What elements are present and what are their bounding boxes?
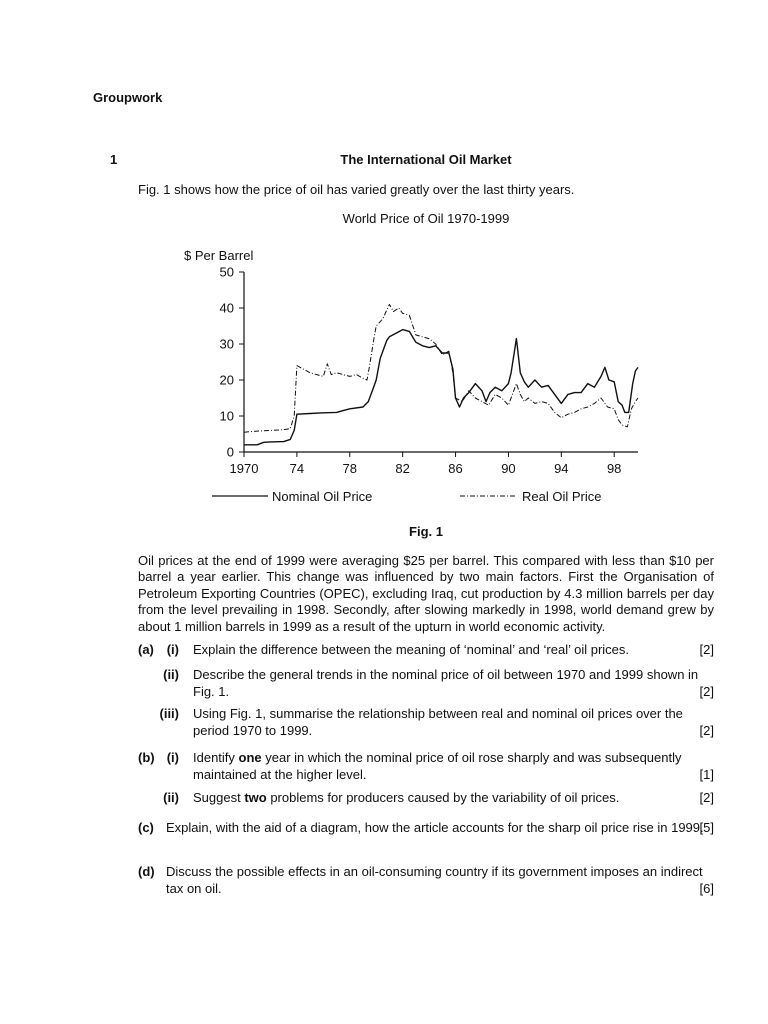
y-tick-label: 40 <box>219 300 234 316</box>
figure-caption: Fig. 1 <box>409 524 443 539</box>
question-part-label: (a) <box>138 642 154 657</box>
question-text-line: period 1970 to 1999. <box>193 722 313 738</box>
y-ticks <box>220 265 244 460</box>
series-lines <box>244 304 638 444</box>
x-tick-label: 94 <box>554 461 569 476</box>
x-tick-label: 86 <box>448 461 463 476</box>
article-paragraph: Oil prices at the end of 1999 were averaging $25 per barrel. This compared with less than $10 per barrel a year earlier. This change was influenced by two main factors. First the Organisation of Petroleum Exporting Countries (OPEC), excluding Iraq, cut production by 4.3 million barrels per day from the level prevailing in 1998. Secondly, after slowing markedly in 1998, world demand grew by about 1 million barrels in 1999 as a result of the upturn in world economic activity. <box>138 553 714 634</box>
question-marks: [1] <box>699 766 714 782</box>
question-marks: [2] <box>699 683 714 699</box>
chart-title: World Price of Oil 1970-1999 <box>342 211 510 226</box>
question-text-line: Fig. 1. <box>193 683 230 699</box>
question-subpart-label: (i) <box>166 642 179 657</box>
question-text-line: Explain, with the aid of a diagram, how the article accounts for the sharp oil price rise in 1999. <box>166 820 704 835</box>
real-price-line <box>244 304 638 432</box>
question-text-line: maintained at the higher level. <box>193 766 367 782</box>
y-tick-label: 50 <box>219 264 234 280</box>
x-tick-label: 90 <box>501 461 516 476</box>
nominal-price-line <box>244 330 638 445</box>
question-text-line: tax on oil. <box>166 880 222 896</box>
legend-real-label: Real Oil Price <box>522 489 602 504</box>
question-title: The International Oil Market <box>340 152 512 167</box>
question-part-label: (b) <box>138 750 155 765</box>
question-subpart-label: (i) <box>166 750 179 765</box>
chart-axes <box>244 272 638 452</box>
x-tick-label: 98 <box>606 461 622 476</box>
x-tick-label: 82 <box>395 461 410 476</box>
x-ticks <box>230 452 622 476</box>
y-tick-label: 30 <box>219 336 234 352</box>
question-text-line: Identify one year in which the nominal price of oil rose sharply and was subsequently <box>193 750 682 765</box>
question-marks: [2] <box>699 790 714 805</box>
question-part-label: (d) <box>138 864 155 879</box>
question-marks: [2] <box>699 722 714 738</box>
y-axis-label: $ Per Barrel <box>184 248 254 263</box>
question-text-line: Explain the difference between the meaning of ‘nominal’ and ‘real’ oil prices. <box>193 642 630 657</box>
intro-text: Fig. 1 shows how the price of oil has varied greatly over the last thirty years. <box>138 182 575 197</box>
question-subpart-label: (ii) <box>163 790 179 805</box>
chart-legend <box>212 489 601 504</box>
question-subpart-label: (iii) <box>159 706 179 721</box>
question-text-line: Discuss the possible effects in an oil-consuming country if its government imposes an indirect <box>166 864 703 879</box>
x-tick-label: 74 <box>289 461 305 476</box>
y-tick-label: 0 <box>226 444 234 460</box>
x-tick-label: 1970 <box>229 461 259 476</box>
question-marks: [5] <box>699 820 714 835</box>
question-text-line: Describe the general trends in the nominal price of oil between 1970 and 1999 shown in <box>193 667 699 682</box>
question-text-line: Suggest two problems for producers caused by the variability of oil prices. <box>193 790 620 805</box>
question-subpart-label: (ii) <box>163 667 179 682</box>
question-marks: [2] <box>699 642 714 657</box>
y-tick-label: 20 <box>219 372 234 388</box>
section-heading: Groupwork <box>93 90 163 105</box>
y-tick-label: 10 <box>219 408 234 424</box>
question-marks: [6] <box>699 880 714 896</box>
x-tick-label: 78 <box>342 461 358 476</box>
question-number: 1 <box>110 152 118 167</box>
legend-nominal-label: Nominal Oil Price <box>272 489 373 504</box>
question-text-line: Using Fig. 1, summarise the relationship between real and nominal oil prices over the <box>193 706 683 721</box>
question-part-label: (c) <box>138 820 154 835</box>
